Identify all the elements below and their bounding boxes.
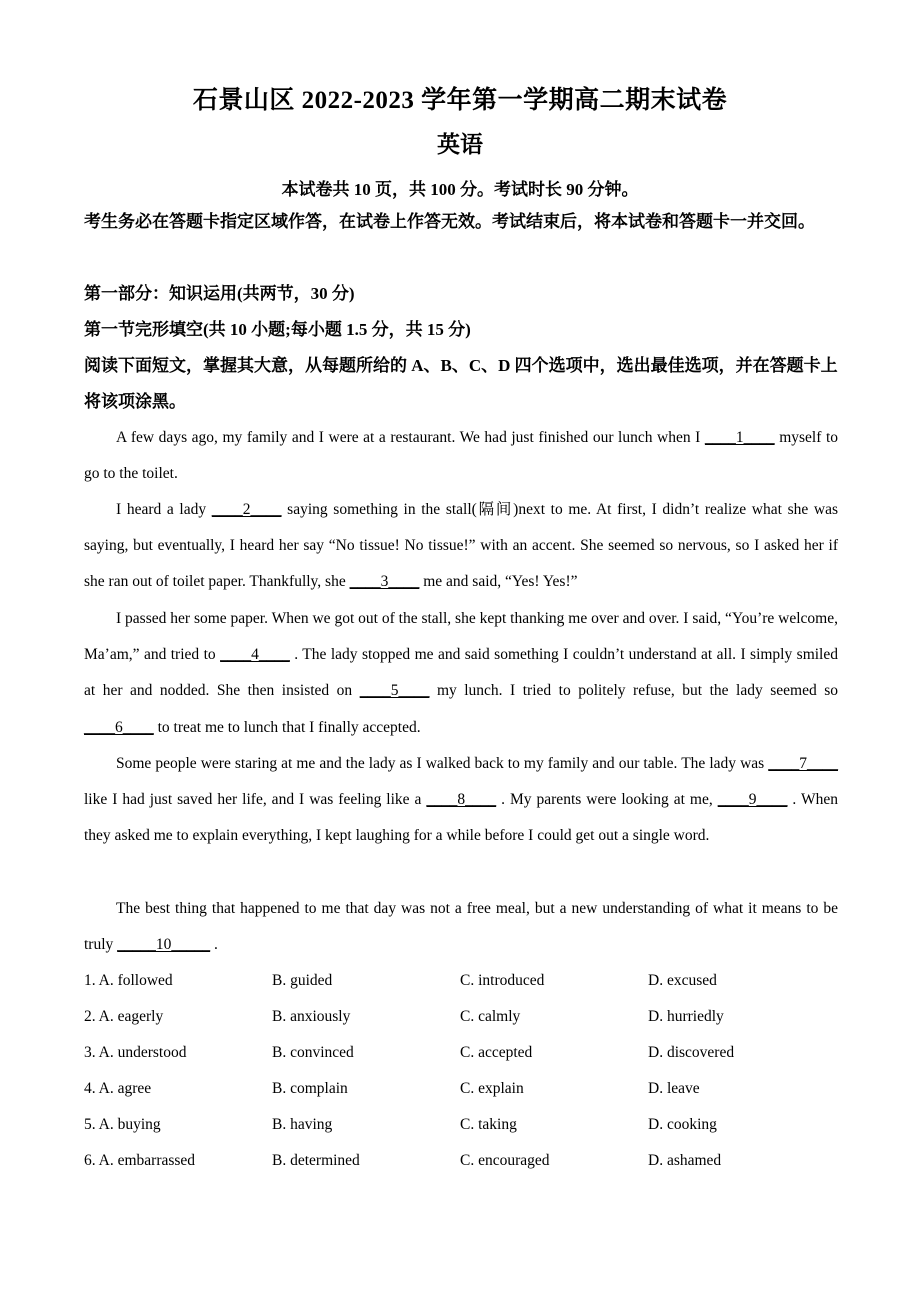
passage-text: A few days ago, my family and I were at a restaurant. We had just finished our lunch when I bbox=[116, 429, 705, 446]
option-d: D. excused bbox=[648, 972, 717, 989]
option-b: B. anxiously bbox=[272, 1008, 351, 1025]
option-c: C. calmly bbox=[460, 1008, 521, 1025]
passage-text: saying something in the stall(隔间)next to me. At first, I didn’t realize what she was saying, but eventually, I heard her say “No tissue! No tissue!” with an accent. She seemed so nervous, so I asked her if she ran out of toilet paper. Thankfully, she bbox=[84, 501, 838, 591]
blank-8: ____8____ bbox=[426, 791, 497, 809]
passage-paragraph-3 bbox=[84, 601, 838, 746]
passage-text: . When they asked me to explain everything, I kept laughing for a while before I could get out a single word. bbox=[84, 791, 839, 845]
option-c: C. explain bbox=[460, 1080, 524, 1097]
question-2-options bbox=[84, 1008, 844, 1044]
option-d: D. leave bbox=[648, 1080, 700, 1097]
passage-text: I heard a lady bbox=[116, 501, 212, 518]
passage-text: . The lady stopped me and said something I couldn’t understand at all. I simply smiled at her and nodded. She then insisted on bbox=[84, 646, 838, 700]
passage-text: I passed her some paper. When we got out of the stall, she kept thanking me over and over. I said, “You’re welcome, Ma’am,” and tried to bbox=[84, 610, 838, 664]
part-heading: 第一部分：知识运用(共两节，30 分) bbox=[84, 284, 355, 303]
section-directions: 阅读下面短文，掌握其大意，从每题所给的 A、B、C、D 四个选项中，选出最佳选项，并在答题卡上将该项涂黑。 bbox=[84, 356, 838, 411]
question-4-options bbox=[84, 1080, 844, 1116]
blank-9: ____9____ bbox=[717, 791, 788, 809]
option-a: 6. A. embarrassed bbox=[84, 1152, 196, 1169]
option-a: 4. A. agree bbox=[84, 1080, 152, 1097]
passage-paragraph-2 bbox=[84, 492, 838, 601]
blank-7: ____7____ bbox=[768, 755, 838, 772]
option-d: D. hurriedly bbox=[648, 1008, 724, 1025]
question-3-options bbox=[84, 1044, 844, 1080]
option-a: 5. A. buying bbox=[84, 1116, 161, 1133]
option-b: B. determined bbox=[272, 1152, 360, 1169]
question-5-options bbox=[84, 1116, 844, 1152]
blank-2: ____2____ bbox=[211, 501, 282, 518]
passage-text: . My parents were looking at me, bbox=[496, 791, 718, 809]
exam-notice: 考生务必在答题卡指定区域作答，在试卷上作答无效。考试结束后，将本试卷和答题卡一并交回。 bbox=[84, 212, 815, 231]
blank-4: ____4____ bbox=[220, 646, 290, 664]
option-a: 3. A. understood bbox=[84, 1044, 187, 1061]
option-d: D. ashamed bbox=[648, 1152, 722, 1169]
option-c: C. accepted bbox=[460, 1044, 533, 1061]
option-d: D. discovered bbox=[648, 1044, 735, 1061]
blank-5: ____5____ bbox=[359, 682, 430, 700]
option-b: B. convinced bbox=[272, 1044, 354, 1061]
passage-text: like I had just saved her life, and I was feeling like a bbox=[84, 791, 427, 809]
passage-paragraph-4 bbox=[84, 746, 838, 855]
exam-title: 石景山区 2022-2023 学年第一学期高二期末试卷 bbox=[192, 87, 728, 114]
option-b: B. guided bbox=[272, 972, 333, 989]
blank-3: ____3____ bbox=[349, 573, 420, 591]
option-a: 2. A. eagerly bbox=[84, 1008, 164, 1025]
exam-subject: 英语 bbox=[437, 132, 483, 157]
option-b: B. complain bbox=[272, 1080, 348, 1097]
option-c: C. encouraged bbox=[460, 1152, 550, 1169]
blank-6: ____6____ bbox=[84, 718, 154, 736]
passage-text: The best thing that happened to me that day was not a free meal, but a new understanding of what it means to be truly bbox=[84, 900, 838, 954]
passage-text: to treat me to lunch that I finally accepted. bbox=[153, 718, 421, 736]
option-c: C. introduced bbox=[460, 972, 545, 989]
passage-text: me and said, “Yes! Yes!” bbox=[419, 573, 578, 591]
option-a: 1. A. followed bbox=[84, 972, 173, 989]
passage-text: Some people were staring at me and the lady as I walked back to my family and our table. The lady was bbox=[116, 755, 769, 772]
passage-paragraph-1 bbox=[84, 420, 838, 492]
exam-info: 本试卷共 10 页，共 100 分。考试时长 90 分钟。 bbox=[281, 180, 639, 199]
blank-10: _____10_____ bbox=[117, 936, 211, 954]
section-heading: 第一节完形填空(共 10 小题;每小题 1.5 分，共 15 分) bbox=[84, 320, 471, 339]
option-d: D. cooking bbox=[648, 1116, 717, 1133]
blank-1: ____1____ bbox=[704, 429, 775, 446]
question-1-options bbox=[84, 972, 844, 1008]
option-b: B. having bbox=[272, 1116, 333, 1133]
passage-text: my lunch. I tried to politely refuse, but the lady seemed so bbox=[429, 682, 838, 700]
option-c: C. taking bbox=[460, 1116, 517, 1133]
passage-text: . bbox=[210, 936, 218, 954]
question-6-options bbox=[84, 1152, 844, 1188]
passage-paragraph-5 bbox=[84, 891, 838, 963]
passage-text: myself to go to the toilet. bbox=[84, 429, 838, 483]
